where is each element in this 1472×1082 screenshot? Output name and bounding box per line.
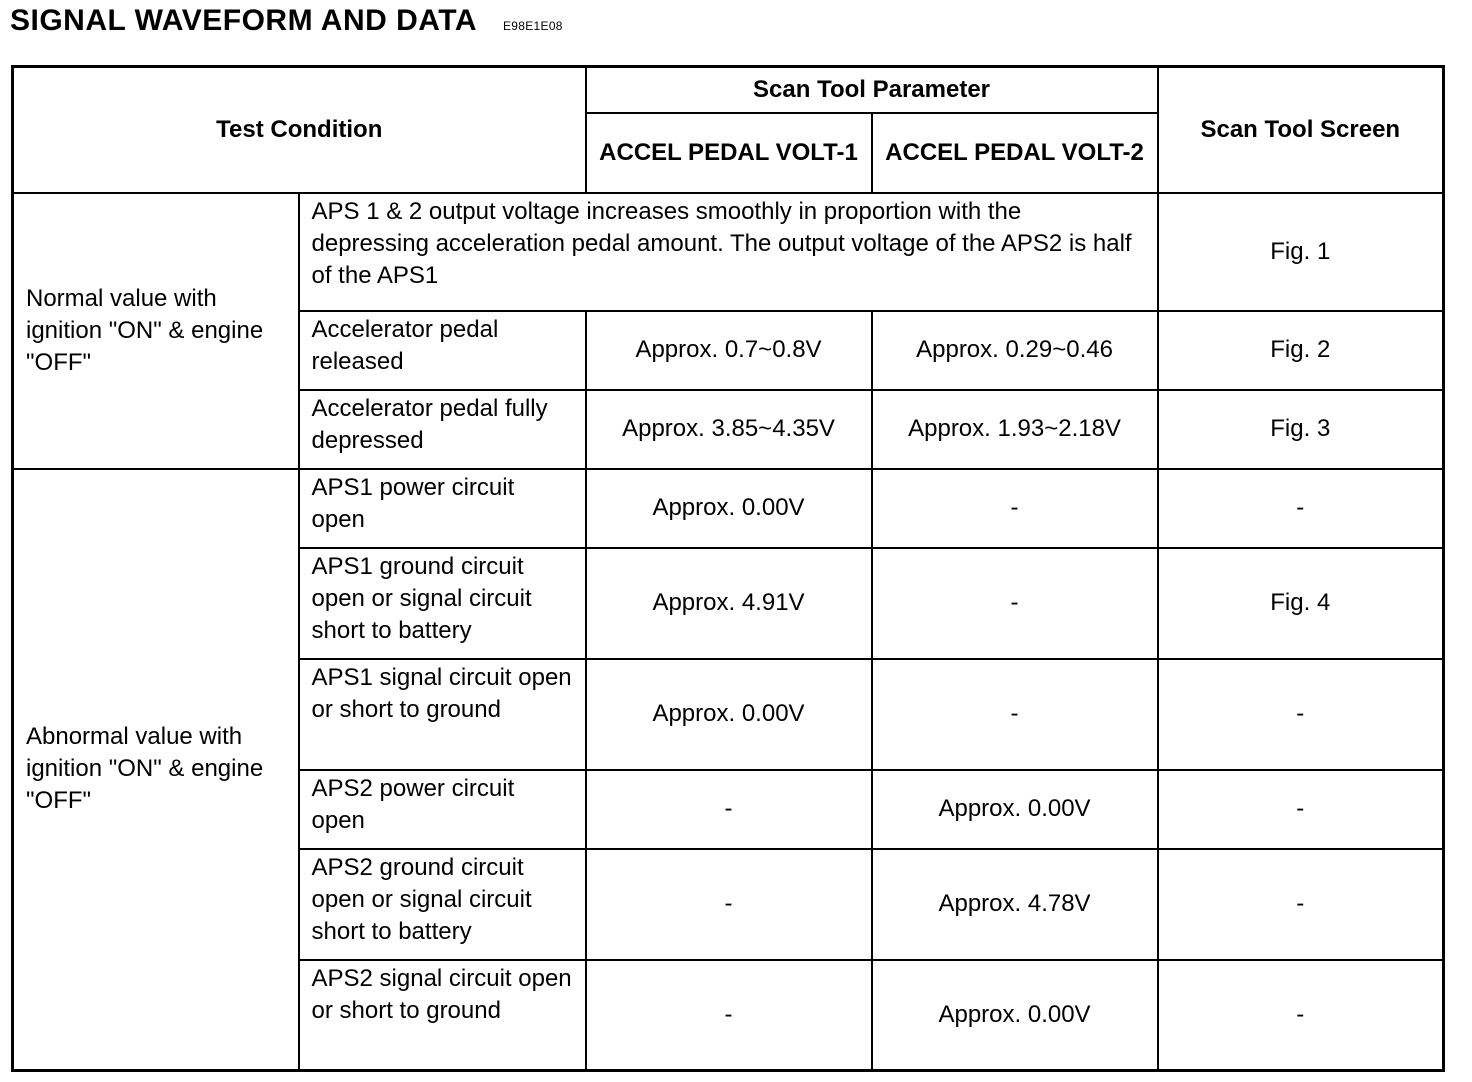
screen-cell: Fig. 4 [1158,548,1444,659]
normal-group-label: Normal value with ignition "ON" & engine "OFF" [13,193,299,469]
page-heading [10,4,563,44]
header-scan-tool-parameter: Scan Tool Parameter [586,67,1158,113]
condition-cell: APS2 power circuit open [299,770,586,849]
volt1-cell: - [586,960,872,1071]
abnormal-group-label: Abnormal value with ignition "ON" & engine "OFF" [13,469,299,1071]
volt2-cell: - [872,659,1158,770]
header-accel-pedal-volt-1: ACCEL PEDAL VOLT-1 [586,113,872,193]
document-code: E98E1E08 [502,19,563,33]
volt2-cell: Approx. 0.29~0.46 [872,311,1158,390]
page-title: SIGNAL WAVEFORM AND DATA [10,4,477,37]
signal-data-table [11,65,1445,1072]
header-test-condition: Test Condition [13,67,586,193]
volt1-cell: Approx. 3.85~4.35V [586,390,872,469]
condition-cell: APS2 ground circuit open or signal circuit short to battery [299,849,586,960]
header-accel-pedal-volt-2: ACCEL PEDAL VOLT-2 [872,113,1158,193]
volt2-cell: Approx. 4.78V [872,849,1158,960]
screen-cell: - [1158,469,1444,548]
screen-cell: - [1158,849,1444,960]
volt1-cell: Approx. 0.00V [586,469,872,548]
screen-cell: - [1158,659,1444,770]
table-header-row [13,67,1444,113]
volt1-cell: - [586,849,872,960]
condition-cell: APS1 power circuit open [299,469,586,548]
header-scan-tool-screen: Scan Tool Screen [1158,67,1444,193]
table-row [13,469,1444,548]
table-row [13,193,1444,311]
screen-cell: Fig. 3 [1158,390,1444,469]
condition-cell: Accelerator pedal released [299,311,586,390]
volt2-cell: Approx. 1.93~2.18V [872,390,1158,469]
screen-cell: - [1158,770,1444,849]
volt2-cell: Approx. 0.00V [872,960,1158,1071]
volt2-cell: - [872,469,1158,548]
volt1-cell: - [586,770,872,849]
normal-description: APS 1 & 2 output voltage increases smoothly in proportion with the depressing acceleration pedal amount. The output voltage of the APS2 is half of the APS1 [299,193,1158,311]
condition-cell: Accelerator pedal fully depressed [299,390,586,469]
volt2-cell: - [872,548,1158,659]
screen-cell: Fig. 2 [1158,311,1444,390]
condition-cell: APS2 signal circuit open or short to ground [299,960,586,1071]
condition-cell: APS1 signal circuit open or short to ground [299,659,586,770]
screen-cell: Fig. 1 [1158,193,1444,311]
screen-cell: - [1158,960,1444,1071]
volt1-cell: Approx. 4.91V [586,548,872,659]
volt1-cell: Approx. 0.00V [586,659,872,770]
condition-cell: APS1 ground circuit open or signal circuit short to battery [299,548,586,659]
volt1-cell: Approx. 0.7~0.8V [586,311,872,390]
volt2-cell: Approx. 0.00V [872,770,1158,849]
